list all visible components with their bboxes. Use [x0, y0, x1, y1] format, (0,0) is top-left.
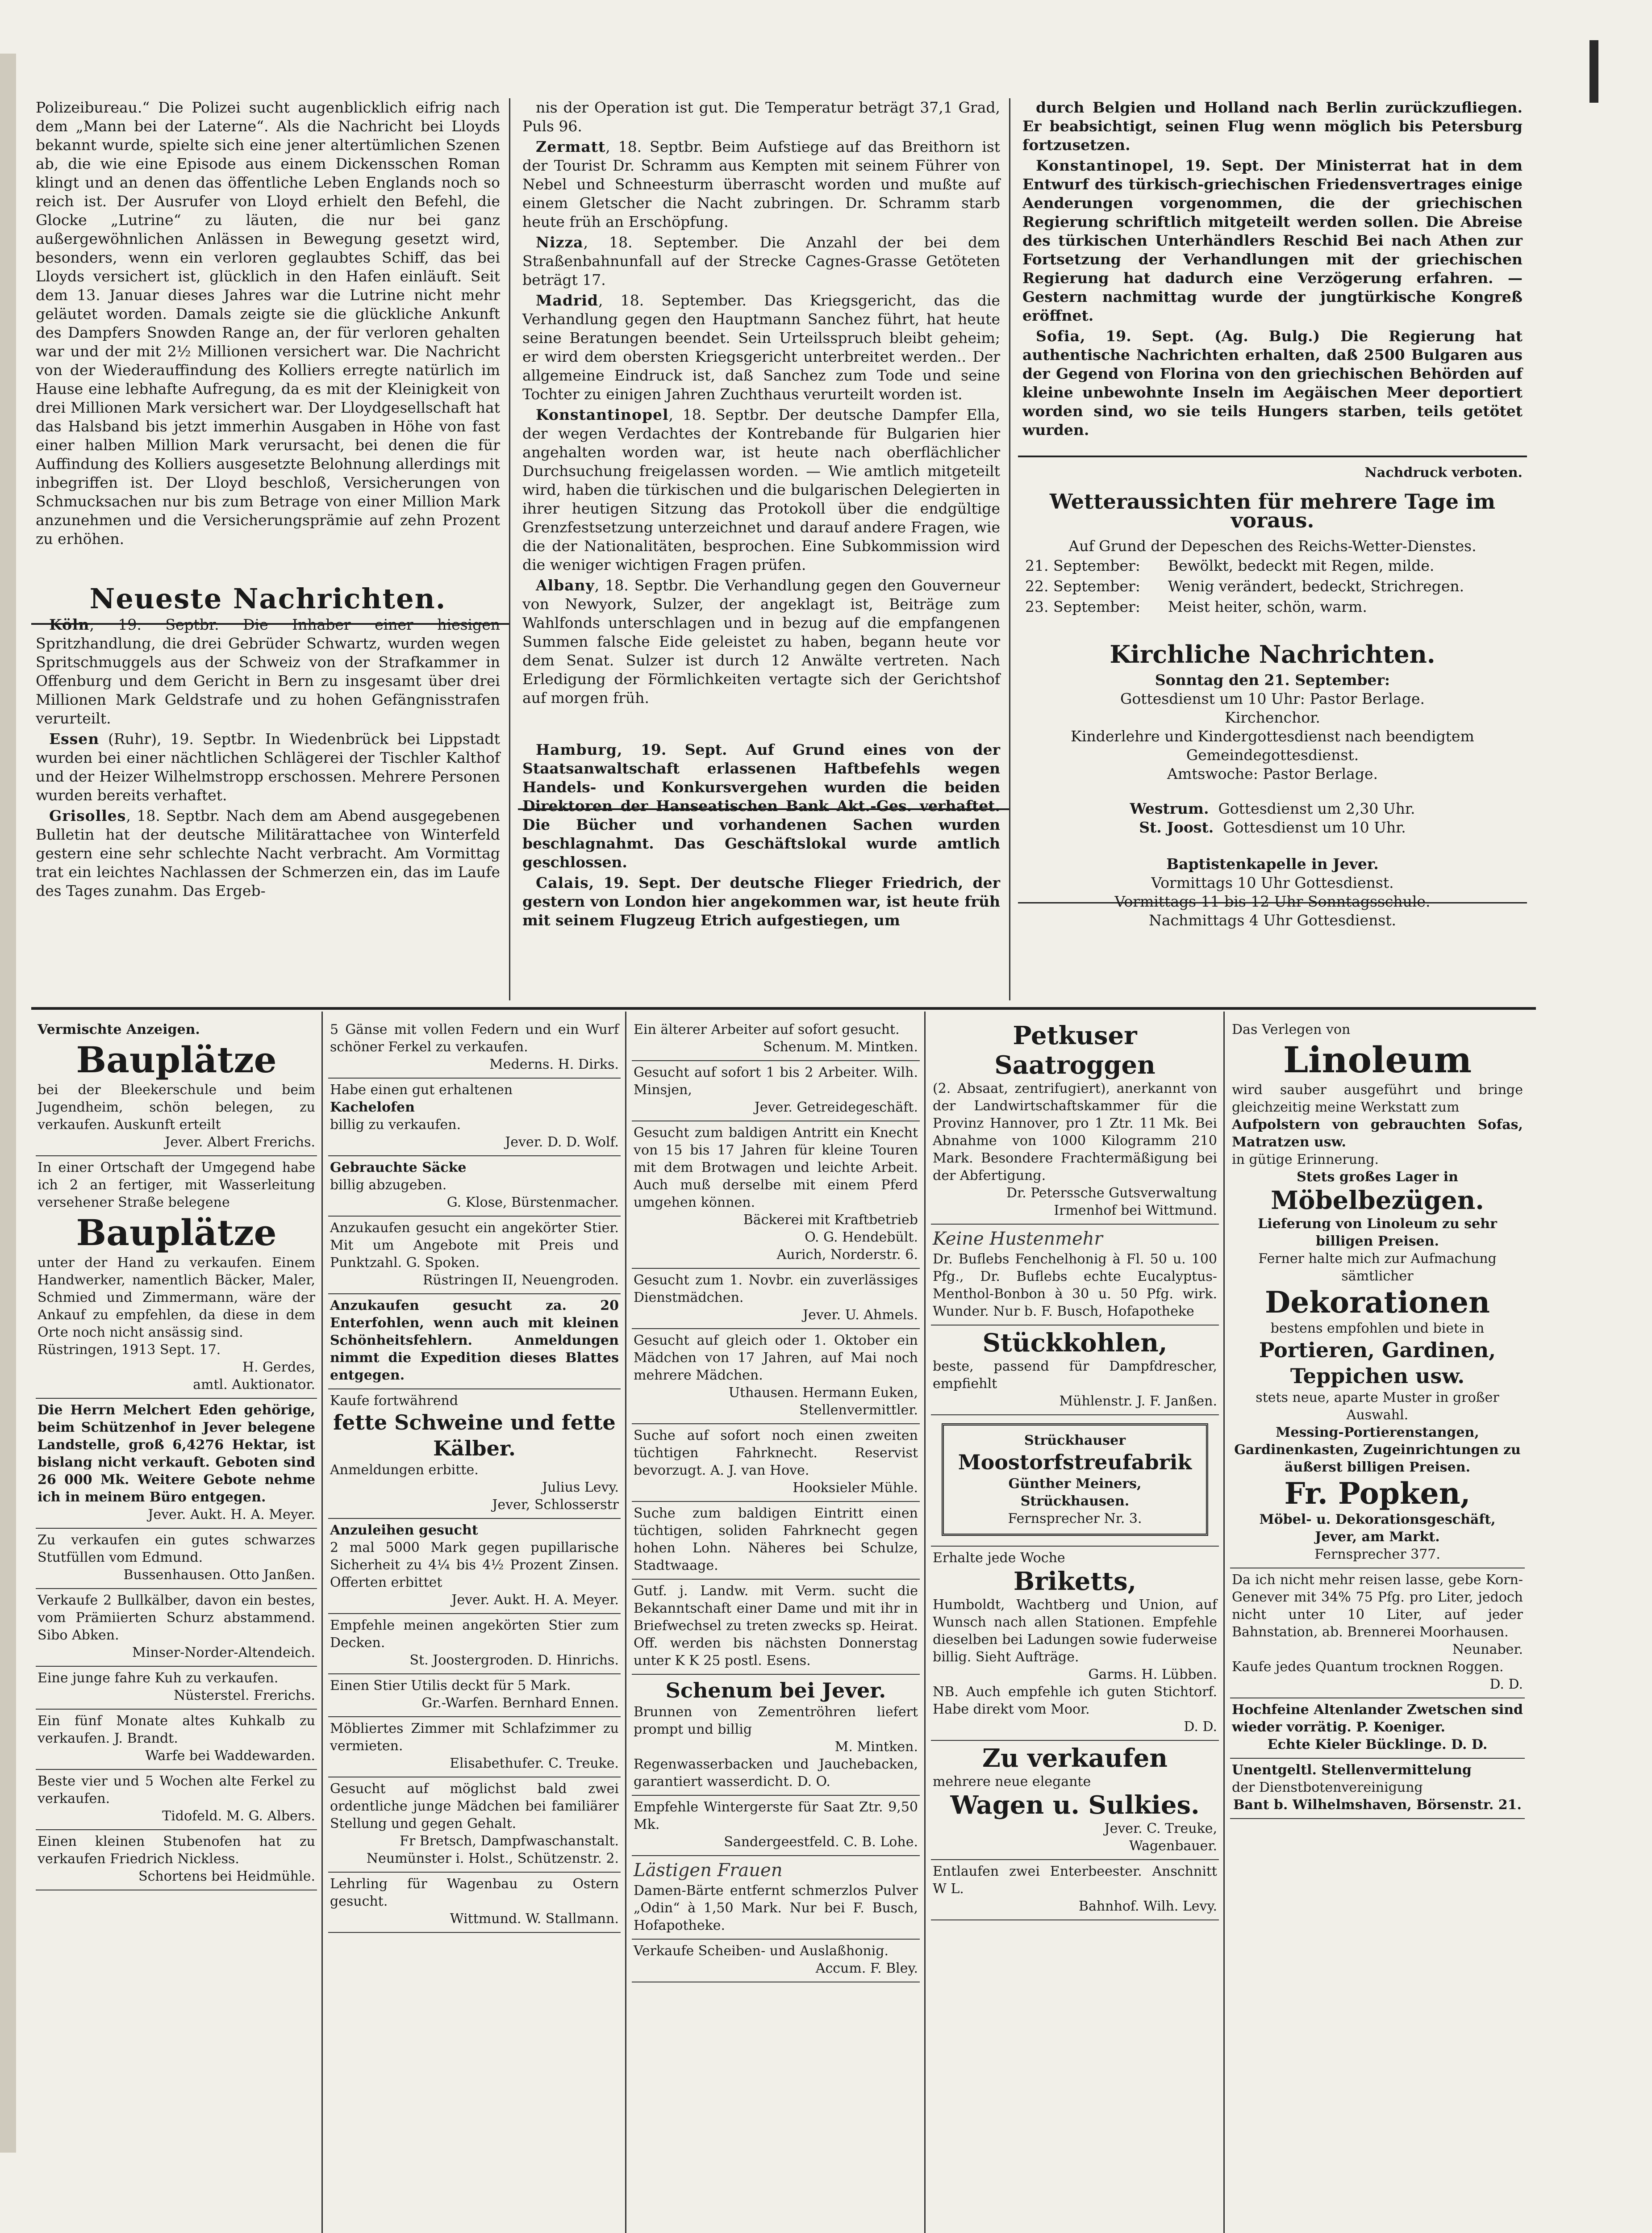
news-item	[36, 807, 500, 900]
ad-signature: Gr.-Warfen. Bernhard Ennen.	[421, 1695, 619, 1711]
weather-day: 23. September:	[1025, 598, 1140, 615]
ad-bold-text: Möbel- u. Dekorationsgeschäft,	[1259, 1512, 1496, 1527]
weather-row	[1022, 556, 1523, 576]
ad-text: bestens empfohlen und biete in	[1270, 1321, 1485, 1336]
latest-news-heading: Neueste Nachrichten.	[89, 582, 446, 615]
ad-block	[632, 1121, 920, 1269]
box-line: Strückhausen.	[1020, 1493, 1130, 1509]
ad-signature: Minser-Norder-Altendeich.	[132, 1645, 315, 1660]
ads-rule	[321, 1012, 323, 2233]
news-text: Die Regierung hat authentische Nachrichten erhalten, daß 2500 Bulgaren aus der Gegend von Florina von den griechischen Behörden auf kleine unbewohnte Inseln im Aegäischen Meer deportiert worden sind, wo sie teils Hungers starben, teils getötet wurden.	[1022, 327, 1523, 439]
ad-block	[328, 1018, 621, 1079]
ad-text: Brunnen von Zementröhren liefert prompt und billig	[634, 1704, 918, 1737]
news-place: Essen	[49, 730, 100, 748]
ad-text: Möbliertes Zimmer mit Schlafzimmer zu vermieten.	[330, 1721, 619, 1754]
ad-text: Gesucht auf möglichst bald zwei ordentliche junge Mädchen bei familiärer Stellung und gegen Gehalt.	[330, 1781, 619, 1832]
ad-text: billig zu verkaufen.	[330, 1117, 461, 1133]
ad-block	[931, 1860, 1219, 1920]
news-text: Die Anzahl der bei dem Straßenbahnunfall auf der Strecke Cagnes-Grasse Getöteten beträgt 17.	[522, 234, 1000, 289]
box-line: Günther Meiners,	[1008, 1476, 1142, 1492]
ad-text: Eine junge fahre Kuh zu verkaufen.	[38, 1670, 279, 1686]
weather-row	[1022, 597, 1523, 617]
ad-display-text: Möbelbezügen.	[1271, 1186, 1484, 1215]
ad-signature: Elisabethufer. C. Treuke.	[450, 1756, 619, 1771]
church-line: Kirchenchor.	[1225, 709, 1320, 726]
ad-text: bei der Bleekerschule und beim Jugendheim, schön belegen, zu verkaufen. Auskunft erteilt	[38, 1082, 315, 1133]
page-edge-mark	[1589, 40, 1598, 103]
ad-display-text: Stückkohlen,	[982, 1328, 1168, 1358]
reprint-notice: Nachdruck verboten.	[1364, 465, 1523, 481]
ad-text: Das Verlegen von	[1232, 1022, 1351, 1037]
ad-bold-text: Echte Kieler Bücklinge. D. D.	[1267, 1737, 1488, 1752]
ad-block	[632, 1329, 920, 1424]
news-item	[1022, 98, 1523, 155]
ad-signature: Irmenhof bei Wittmund.	[1054, 1203, 1217, 1218]
news-date: , 18. Septbr.	[126, 807, 220, 824]
baptist-title: Baptistenkapelle in Jever.	[1166, 855, 1379, 873]
ad-block	[328, 1717, 621, 1777]
news-text: Beim Aufstiege auf das Breithorn ist der Tourist Dr. Schramm aus Kempten mit seinem Führer von Nebel und Schneesturm überrascht worden und mußte auf einem Gletscher die Nacht zubringen. Dr. Schramm starb heute früh an Erschöpfung.	[522, 138, 1000, 230]
baptist-line: Vormittags 10 Uhr Gottesdienst.	[1151, 874, 1394, 891]
ad-signature: Aurich, Norderstr. 6.	[776, 1247, 918, 1263]
ad-handwritten: Keine Hustenmehr	[933, 1229, 1103, 1249]
ad-text: Ein fünf Monate altes Kuhkalb zu verkaufen. J. Brandt.	[38, 1713, 315, 1746]
box-line: Strückhauser	[1024, 1433, 1126, 1448]
ad-handwritten: Lästigen Frauen	[634, 1860, 783, 1881]
ad-place: Rüstringen, 1913 Sept. 17.	[38, 1342, 221, 1358]
ad-signature: Jever. U. Ahmels.	[803, 1307, 918, 1323]
ad-block	[632, 1856, 920, 1940]
ad-block	[328, 1873, 621, 1933]
ad-text: Beste vier und 5 Wochen alte Ferkel zu verkaufen.	[38, 1773, 315, 1806]
ad-text: Habe einen gut erhaltenen	[330, 1082, 513, 1098]
ad-text: Fernsprecher 377.	[1314, 1547, 1440, 1562]
ad-bold-text: Unentgeltl. Stellenvermittelung	[1232, 1762, 1472, 1778]
church-line: Amtswoche: Pastor Berlage.	[1167, 765, 1378, 782]
ad-block	[632, 1061, 920, 1121]
news-place: Köln	[49, 616, 90, 633]
church-line: Gottesdienst um 10 Uhr: Pastor Berlage.	[1120, 690, 1425, 707]
ads-column-5	[1230, 1018, 1525, 1819]
weather-title: Wetteraussichten für mehrere Tage im voraus.	[1049, 489, 1496, 532]
ad-text: Lehrling für Wagenbau zu Ostern gesucht.	[330, 1876, 619, 1909]
ad-signature: Wagenbauer.	[1129, 1838, 1217, 1854]
ad-signature: Jever. D. D. Wolf.	[505, 1134, 619, 1150]
news-item	[522, 740, 1000, 872]
ad-text: Da ich nicht mehr reisen lasse, gebe Korn-Genever mit 34% 75 Pfg. pro Liter, jedoch nicht unter 10 Liter, auf jeder Bahnstation, ab. Brennerei Moorhausen.	[1232, 1572, 1523, 1640]
news-column-2	[522, 98, 1000, 932]
ad-block	[1230, 1759, 1525, 1819]
news-date: , 18. Septbr.	[668, 406, 769, 423]
weather-row	[1022, 576, 1523, 597]
ad-signature: Mühlenstr. J. F. Janßen.	[1059, 1393, 1217, 1409]
church-title: Kirchliche Nachrichten.	[1110, 640, 1435, 669]
news-text: Die Inhaber einer hiesigen Spritzhandlung, die drei Gebrüder Schwartz, wurden wegen Spritschmuggels aus der Schweiz von der Strafkammer in Offenburg und dem Gericht in Bern zu insgesamt über drei Millionen Mark Geldstrafe und zu hohen Gefängnisstrafen verurteilt.	[36, 616, 500, 727]
ad-block	[931, 1741, 1219, 1860]
ad-block	[328, 1674, 621, 1717]
ad-signature: D. D.	[1184, 1719, 1217, 1735]
news-place: Konstantinopel	[1036, 157, 1169, 174]
news-text: Nach dem am Abend ausgegebenen Bulletin hat der deutsche Militärattachee von Winterfeld gestern eine sehr schlechte Nacht verbracht. Am Vormittag trat ein leichtes Nachlassen der Schmerzen ein, das im Laufe des Tages zunahm. Das Ergeb-	[36, 807, 500, 899]
ad-signature: Tidofeld. M. G. Albers.	[162, 1808, 315, 1824]
ad-signature: G. Klose, Bürstenmacher.	[446, 1195, 619, 1210]
ad-block	[36, 1018, 317, 1156]
ads-rule	[924, 1012, 926, 2233]
ad-text: Regenwasserbacken und Jauchebacken, garantiert wasserdicht. D. O.	[634, 1756, 918, 1790]
ads-rule	[1223, 1012, 1225, 2233]
ad-signature: Wittmund. W. Stallmann.	[450, 1911, 619, 1927]
ad-signature: Uthausen. Hermann Euken,	[728, 1385, 918, 1401]
ad-block	[931, 1018, 1219, 1225]
news-item	[36, 615, 500, 728]
ad-signature: Bahnhof. Wilh. Levy.	[1078, 1898, 1217, 1914]
ads-section-title: Vermischte Anzeigen.	[38, 1022, 200, 1037]
ad-text: mehrere neue elegante	[933, 1774, 1091, 1790]
ad-text: Zu verkaufen ein gutes schwarzes Stutfüllen vom Edmund.	[38, 1532, 315, 1565]
ad-text: Suche auf sofort noch einen zweiten tüchtigen Fahrknecht. Reservist bevorzugt. A. J. van Hove.	[634, 1428, 918, 1478]
news-text: Der deutsche Flieger Friedrich, der gestern von London hier angekommen war, ist heute früh mit seinem Flugzeug Etrich aufgestiegen, um	[522, 874, 1000, 929]
ad-text: Erhalte jede Woche	[933, 1550, 1065, 1566]
main-divider	[31, 1007, 1536, 1010]
ad-signature: D. D.	[1489, 1677, 1523, 1692]
ad-block	[36, 1399, 317, 1529]
news-column-3	[1022, 98, 1523, 930]
ad-block	[632, 1424, 920, 1502]
ad-bold-text: Anzuleihen gesucht	[330, 1522, 478, 1538]
news-place: Calais	[536, 874, 589, 891]
news-place: Hamburg	[536, 741, 617, 758]
ad-signature: Schortens bei Heidmühle.	[138, 1869, 315, 1884]
ad-text: Anmeldungen erbitte.	[330, 1462, 479, 1478]
ads-column-2	[328, 1018, 621, 1933]
ad-block	[1230, 1698, 1525, 1759]
ad-text: Ferner halte mich zur Aufmachung sämtlicher	[1258, 1251, 1497, 1284]
ads-column-4	[931, 1018, 1219, 1920]
column-rule	[509, 98, 510, 1000]
ad-block	[328, 1389, 621, 1519]
weather-day: 22. September:	[1025, 577, 1140, 595]
ad-display-text: Bauplätze	[76, 1212, 277, 1254]
ad-signature: Fr Bretsch, Dampfwaschanstalt.	[400, 1833, 619, 1849]
church-line: Kinderlehre und Kindergottesdienst nach beendigtem Gemeindegottesdienst.	[1071, 728, 1474, 764]
ad-bold-text: Aufpolstern von gebrauchten Sofas, Matratzen usw.	[1232, 1117, 1523, 1150]
ad-signature: amtl. Auktionator.	[193, 1377, 315, 1392]
ad-signature: St. Joostergroden. D. Hinrichs.	[409, 1652, 619, 1668]
news-item	[522, 576, 1000, 707]
church-line: Sonntag den 21. September:	[1155, 671, 1390, 689]
news-text: nis der Operation ist gut. Die Temperatur beträgt 37,1 Grad, Puls 96.	[522, 99, 1000, 135]
ad-text: Einen Stier Utilis deckt für 5 Mark.	[330, 1678, 571, 1694]
ad-signature: Bussenhausen. Otto Janßen.	[123, 1567, 315, 1583]
westrum-line: Westrum. Gottesdienst um 2,30 Uhr.	[1130, 800, 1415, 817]
weather-source: Auf Grund der Depeschen des Reichs-Wetter-Dienstes.	[1068, 537, 1477, 555]
ad-text: Entlaufen zwei Enterbeester. Anschnitt W L.	[933, 1864, 1217, 1897]
ad-block	[328, 1777, 621, 1873]
news-date: , 19. Septbr.	[89, 616, 219, 633]
news-date: , 18. Septbr.	[594, 577, 688, 594]
news-date: , 18. September.	[598, 292, 747, 309]
news-place: Albany	[536, 577, 595, 594]
news-place: Madrid	[536, 292, 598, 309]
ad-text: In einer Ortschaft der Umgegend habe ich 2 an fertiger, mit Wasserleitung versehener Straße belegene	[38, 1160, 315, 1210]
news-date: , 18. September.	[583, 234, 739, 251]
ad-text: billig abzugeben.	[330, 1177, 447, 1193]
news-item	[522, 291, 1000, 404]
ad-signature: Jever. Albert Frerichs.	[165, 1134, 315, 1150]
baptist-line: Nachmittags 4 Uhr Gottesdienst.	[1148, 912, 1397, 929]
ad-text: Verkaufe 2 Bullkälber, davon ein bestes, vom Prämiierten Schurz abstammend. Sibo Abken.	[38, 1593, 315, 1643]
ad-signature: Bäckerei mit Kraftbetrieb	[743, 1212, 918, 1228]
ad-display-text: Briketts,	[1013, 1567, 1137, 1596]
ad-text: (2. Absaat, zentrifugiert), anerkannt von der Landwirtschaftskammer für die Provinz Hannover, pro 1 Ztr. 11 Mk. Bei Abnahme von 1000 Kilogramm 210 Mark. Besondere Frachtermäßigung bei der Abfertigung.	[933, 1081, 1217, 1183]
ad-block	[36, 1710, 317, 1770]
ad-signature: Schenum. M. Mintken.	[763, 1039, 918, 1055]
ad-display-text: fette Schweine und fette Kälber.	[333, 1410, 616, 1460]
ad-signature: Sandergeestfeld. C. B. Lohe.	[724, 1834, 918, 1850]
ad-signature: Jever. Aukt. H. A. Meyer.	[148, 1507, 315, 1522]
ad-text: unter der Hand zu verkaufen. Einem Handwerker, namentlich Bäcker, Maler, Schmied und Zimmermann, wäre der Ankauf zu empfehlen, da diese in dem Orte noch nicht ansässig sind.	[38, 1255, 315, 1340]
news-date: , 19. Sept.	[1168, 157, 1264, 174]
news-date: (Ruhr), 19. Septbr.	[99, 730, 257, 748]
ad-text: NB. Auch empfehle ich guten Stichtorf. Habe direkt vom Moor.	[933, 1684, 1217, 1717]
ad-signature: Jever, Schlosserstr	[492, 1497, 619, 1513]
ad-text: Jever, am Markt.	[1315, 1529, 1440, 1545]
ad-signature: Julius Levy.	[542, 1480, 619, 1495]
church-lines	[1022, 671, 1523, 783]
ad-bold-text: Stets großes Lager in	[1297, 1169, 1458, 1185]
ad-signature: Nüsterstel. Frerichs.	[174, 1688, 315, 1703]
ad-block	[36, 1770, 317, 1830]
ad-text: wird sauber ausgeführt und bringe gleichzeitig meine Werkstatt zum	[1232, 1082, 1523, 1115]
ad-block	[328, 1614, 621, 1674]
ad-block	[36, 1529, 317, 1589]
ad-signature: Neumünster i. Holst., Schützenstr. 2.	[366, 1851, 619, 1866]
ad-block	[632, 1940, 920, 1982]
news-item	[522, 138, 1000, 231]
ad-text: Verkaufe Scheiben- und Auslaßhonig.	[634, 1943, 889, 1959]
ad-block	[931, 1225, 1219, 1326]
ad-display-text: Schenum bei Jever.	[665, 1678, 886, 1702]
ad-signature: Neunaber.	[1452, 1642, 1523, 1657]
ads-column-3	[632, 1018, 920, 1982]
ad-bold-text: Gebrauchte Säcke	[330, 1160, 467, 1175]
ad-text: Empfehle Wintergerste für Saat Ztr. 9,50 Mk.	[634, 1799, 918, 1832]
news-items-col2	[522, 98, 1000, 707]
ads-rule	[625, 1012, 626, 2233]
news-date: , 19. Sept. (Ag. Bulg.)	[1080, 327, 1320, 345]
news-item	[522, 406, 1000, 574]
ad-signature: Jever. C. Treuke,	[1104, 1821, 1217, 1836]
ad-text: Kaufe fortwährend	[330, 1393, 459, 1409]
baptist-lines	[1022, 874, 1523, 930]
ad-text: Gesucht zum 1. Novbr. ein zuverlässiges Dienstmädchen.	[634, 1272, 918, 1305]
news-item	[1022, 327, 1523, 439]
ad-signature: Jever. Aukt. H. A. Meyer.	[451, 1592, 619, 1608]
ad-text: 2 mal 5000 Mark gegen pupillarische Sicherheit zu 4¼ bis 4½ Prozent Zinsen. Offerten erbittet	[330, 1540, 619, 1590]
ad-signature: Mederns. H. Dirks.	[489, 1057, 619, 1072]
weather-table	[1022, 556, 1523, 617]
news-date: , 19. Sept.	[617, 741, 727, 758]
ad-block	[632, 1675, 920, 1796]
news-item	[522, 98, 1000, 136]
news-text: Auf Grund eines von der Staatsanwaltschaft erlassenen Haftbefehls wegen Handels- und Konkursvergehen wurden die beiden Direktoren der Hanseatischen Bank Akt.-Ges. verhaftet. Die Bücher und vorhandenen Sachen wurden beschlagnahmt. Das Geschäftslokal wurde amtlich geschlossen.	[522, 741, 1000, 871]
ad-text: beste, passend für Dampfdrescher, empfiehlt	[933, 1359, 1217, 1392]
ad-block	[36, 1589, 317, 1667]
news-item	[522, 874, 1000, 930]
ad-signature: Dr. Peterssche Gutsverwaltung	[1006, 1185, 1217, 1201]
ad-signature: Jever. Getreidegeschäft.	[754, 1100, 918, 1115]
news-item	[1022, 156, 1523, 325]
ad-signature: Rüstringen II, Neuengroden.	[422, 1272, 619, 1288]
news-text: Das Kriegsgericht, das die Verhandlung gegen den Hauptmann Sanchez führt, hat heute seine Beratungen beendet. Sein Urteilsspruch bleibt geheim; er wird dem obersten Kriegsgericht unterbreitet werden.. Der allgemeine Eindruck ist, daß Sanchez zum Tode und seine Tochter zu einigen Jahren Zuchthaus verurteilt worden ist.	[522, 292, 1000, 403]
news-items-col1	[36, 615, 500, 900]
ad-bold-text: Kachelofen	[330, 1100, 415, 1115]
news-column-1	[36, 98, 500, 902]
ad-signature: M. Mintken.	[834, 1739, 918, 1755]
ads-column-1	[36, 1018, 317, 1890]
news-text: Der Ministerrat hat in dem Entwurf des türkisch-griechischen Friedensvertrages einige Aenderungen vorgenommen, die der griechischen Regierung schriftlich mitgeteilt werden sollen. Die Abreise des türkischen Unterhändlers Reschid Bei nach Athen zur Fortsetzung der Verhandlungen mit der griechischen Regierung hat dadurch eine Verzögerung erfahren. — Gestern nachmittag wurde der jungtürkische Kongreß eröffnet.	[1022, 157, 1523, 324]
ad-text: Anzukaufen gesucht ein angekörter Stier. Mit um Angebote mit Preis und Punktzahl. G. Spoken.	[330, 1220, 619, 1271]
ad-block	[328, 1519, 621, 1614]
ad-text: Gesucht auf gleich oder 1. Oktober ein Mädchen von 17 Jahren, auf Mai noch mehrere Mädchen.	[634, 1333, 918, 1383]
ad-display-text: Wagen u. Sulkies.	[950, 1790, 1200, 1820]
ad-text: Gesucht zum baldigen Antritt ein Knecht von 15 bis 17 Jahren für kleine Touren mit dem Brotwagen und leichte Arbeit. Auch muß derselbe mit einem Pferd umgehen können.	[634, 1125, 918, 1210]
ad-bold-text: Lieferung von Linoleum zu sehr billigen Preisen.	[1258, 1216, 1497, 1249]
ad-text: Humboldt, Wachtberg und Union, auf Wunsch nach allen Stationen. Empfehle dieselben bei Ladungen sowie fuderweise billig. Sieht Aufträge.	[933, 1597, 1217, 1665]
ad-text: Einen kleinen Stubenofen hat zu verkaufen Friedrich Nickless.	[38, 1834, 315, 1867]
news-date: , 19. Sept.	[588, 874, 681, 891]
ad-display-text: Bauplätze	[76, 1039, 277, 1081]
joost-line: St. Joost. Gottesdienst um 10 Uhr.	[1139, 819, 1406, 836]
ad-text: der Dienstbotenvereinigung	[1232, 1780, 1423, 1795]
ad-text: Ein älterer Arbeiter auf sofort gesucht.	[634, 1022, 900, 1037]
ad-block	[328, 1294, 621, 1389]
ad-bold-text: Bant b. Wilhelmshaven, Börsenstr. 21.	[1233, 1797, 1522, 1813]
weather-forecast: Bewölkt, bedeckt mit Regen, milde.	[1168, 557, 1435, 574]
ad-signature: Stellenvermittler.	[799, 1402, 918, 1418]
ad-block	[328, 1079, 621, 1156]
ad-block	[36, 1156, 317, 1399]
ad-bold-text: Messing-Portierenstangen, Gardinenkasten, Zugeinrichtungen zu äußerst billigen Preisen.	[1234, 1425, 1521, 1475]
ad-signature: Hooksieler Mühle.	[793, 1480, 918, 1496]
news-date: , 18. Septbr.	[605, 138, 704, 155]
ad-block	[36, 1830, 317, 1890]
news-item	[36, 730, 500, 805]
bold-news-col3	[1022, 98, 1523, 439]
ad-bold-text: Portieren, Gardinen, Teppichen usw.	[1259, 1338, 1496, 1388]
news-place: Sofia	[1036, 327, 1080, 345]
ad-text: in gütige Erinnerung.	[1232, 1152, 1379, 1167]
ad-text: Suche zum baldigen Eintritt einen tüchtigen, soliden Fahrknecht gegen hohen Lohn. Näheres bei Schulze, Stadtwaage.	[634, 1505, 918, 1573]
ad-text: Gutf. j. Landw. mit Verm. sucht die Bekanntschaft einer Dame und mit ihr in Briefwechsel zu treten zwecks sp. Heirat. Off. werden bis nächsten Donnerstag unter K K 25 postl. Esens.	[634, 1583, 918, 1668]
ad-block	[36, 1667, 317, 1710]
ad-block	[328, 1217, 621, 1294]
ad-block	[632, 1796, 920, 1856]
ad-block	[931, 1415, 1219, 1547]
ad-text: Damen-Bärte entfernt schmerzlos Pulver „Odin“ à 1,50 Mark. Nur bei F. Busch, Hofapotheke.	[634, 1883, 918, 1933]
weather-forecast: Wenig verändert, bedeckt, Strichregen.	[1168, 577, 1464, 595]
ad-block	[1230, 1018, 1525, 1568]
left-page-margin	[0, 54, 16, 2153]
ad-display-text: Petkuser Saatroggen	[994, 1021, 1156, 1080]
ad-signature: Accum. F. Bley.	[815, 1961, 918, 1976]
lloyds-article: Polizeibureau.“ Die Polizei sucht augenblicklich eifrig nach dem „Mann bei der Laterne“. Als die Nachricht bei Lloyds bekannt wurde, spielte sich eine jener altertümlichen Szenen ab, die wie eine Episode aus einem Dickensschen Roman klingt und an denen das öffentliche Leben Englands noch so reich ist. Der Ausrufer von Lloyd erhielt den Befehl, die Glocke „Lutrine“ zu läuten, die nur bei ganz außergewöhnlichen Anlässen in Bewegung gesetzt wird, besonders, wenn ein verloren geglaubtes Schiff, das bei Lloyds versichert ist, glücklich in den Hafen einläuft. Seit dem 13. Januar dieses Jahres war die Lutrine nicht mehr geläutet worden. Damals zeigte sie die glückliche Ankunft des Dampfers Snowden Range an, der für verloren gehalten war und der mit 2½ Millionen versichert war. Die Nachricht von der Wiederauffindung des Kolliers erregte natürlich im Hause eine lebhafte Aufregung, da es mit der Kleinigkeit von drei Millionen Mark versichert war. Der Lloydgesellschaft hat das Halsband bis jetzt immerhin Ausgaben in Höhe von fast einer halben Million Mark verursacht, bei denen die für Auffindung des Kolliers ausgesetzte Belohnung allerdings mit inbegriffen ist. Der Lloyd beschloß, Versicherungen von Schmucksachen nur bis zum Betrage von einer Million Mark anzunehmen und die Versicherungsprämie auf zehn Prozent zu erhöhen.	[36, 99, 500, 548]
ad-framed-box	[942, 1423, 1208, 1536]
ad-display-text: Dekorationen	[1264, 1285, 1490, 1320]
news-place: Konstantinopel	[536, 406, 669, 423]
news-place: Nizza	[536, 234, 584, 251]
box-line: Moostorfstreufabrik	[958, 1450, 1192, 1474]
baptist-line: Vormittags 11 bis 12 Uhr Sonntagsschule.	[1114, 893, 1431, 910]
ad-block	[931, 1547, 1219, 1741]
news-place: Grisolles	[49, 807, 126, 824]
ad-text: stets neue, aparte Muster in großer Auswahl.	[1256, 1390, 1499, 1423]
ad-block	[632, 1269, 920, 1329]
ad-text: Kaufe jedes Quantum trocknen Roggen.	[1232, 1659, 1504, 1675]
ad-bold-text: Die Herrn Melchert Eden gehörige, beim Schützenhof in Jever belegene Landstelle, groß 6,4276 Hektar, ist bislang nicht verkauft. Geboten sind 26 000 Mk. Weitere Gebote nehme ich in meinem Büro entgegen.	[38, 1402, 315, 1505]
ad-block	[632, 1502, 920, 1580]
box-line: Fernsprecher Nr. 3.	[1008, 1511, 1142, 1526]
news-text: durch Belgien und Holland nach Berlin zurückzufliegen. Er beabsichtigt, seinen Flug wenn möglich bis Petersburg fortzusetzen.	[1022, 99, 1523, 154]
weather-day: 21. September:	[1025, 557, 1140, 574]
ad-bold-text: Anzukaufen gesucht za. 20 Enterfohlen, wenn auch mit kleinen Schönheitsfehlern. Anmeldungen nimmt die Expedition dieses Blattes entgegen.	[330, 1298, 619, 1383]
ad-block	[1230, 1568, 1525, 1698]
ad-signature: Warfe bei Waddewarden.	[145, 1748, 315, 1764]
ad-display-text: Fr. Popken,	[1284, 1476, 1471, 1511]
ad-block	[632, 1580, 920, 1675]
ad-block	[328, 1156, 621, 1217]
ad-text: Empfehle meinen angekörten Stier zum Decken.	[330, 1618, 619, 1651]
ad-signature: Garms. H. Lübben.	[1088, 1667, 1217, 1682]
ad-text: Gesucht auf sofort 1 bis 2 Arbeiter. Wilh. Minsjen,	[634, 1065, 918, 1098]
ad-signature: H. Gerdes,	[242, 1359, 315, 1375]
ad-signature: O. G. Hendebült.	[805, 1229, 918, 1245]
weather-forecast: Meist heiter, schön, warm.	[1168, 598, 1367, 615]
ad-text: Dr. Buflebs Fenchelhonig à Fl. 50 u. 100 Pfg., Dr. Buflebs echte Eucalyptus-Menthol-Bonbon à 30 u. 50 Pfg. wirk. Wunder. Nur b. F. Busch, Hofapotheke	[933, 1251, 1217, 1319]
news-place: Zermatt	[536, 138, 606, 155]
news-text: In Wiedenbrück bei Lippstadt wurden bei einer nächtlichen Schlägerei der Tischler Kalthof und der Heizer Wilhelmstropp erschossen. Mehrere Personen wurden bereits verhaftet.	[36, 730, 501, 804]
bold-news-col2	[522, 740, 1000, 930]
news-text: Der deutsche Dampfer Ella, der wegen Verdachtes der Kontrebande für Bulgarien hier angehalten worden war, ist heute nach oberflächlicher Durchsuchung freigelassen worden. — Wie amtlich mitgeteilt wird, haben die türkischen und die bulgarischen Delegierten in ihrer heutigen Sitzung das Protokoll über die endgültige Grenzfestsetzung unterzeichnet und darauf andere Fragen, wie die der Nationalitäten, besprochen. Eine Subkommission wird die weniger wichtigen Fragen prüfen.	[522, 406, 1000, 573]
news-item	[522, 233, 1000, 289]
ad-display-text: Zu verkaufen	[982, 1744, 1168, 1773]
ad-block	[931, 1326, 1219, 1415]
newspaper-page	[36, 76, 1527, 2233]
ad-block	[632, 1018, 920, 1061]
column-rule	[1009, 98, 1010, 1000]
ad-text: 5 Gänse mit vollen Federn und ein Wurf schöner Ferkel zu verkaufen.	[330, 1022, 619, 1055]
news-text: Die Verhandlung gegen den Gouverneur von Newyork, Sulzer, der angeklagt ist, Beiträge zum Wahlfonds unterschlagen und in bezug auf die empfangenen Summen falsche Eide geleistet zu haben, begann heute vor dem Senat. Sulzer ist durch 12 Anwälte vertreten. Nach Erledigung der Förmlichkeiten vertagte sich der Gerichtshof auf morgen früh.	[522, 577, 1000, 707]
ad-bold-text: Hochfeine Altenlander Zwetschen sind wieder vorrätig. P. Koeniger.	[1232, 1702, 1523, 1735]
ad-display-text: Linoleum	[1283, 1039, 1472, 1081]
